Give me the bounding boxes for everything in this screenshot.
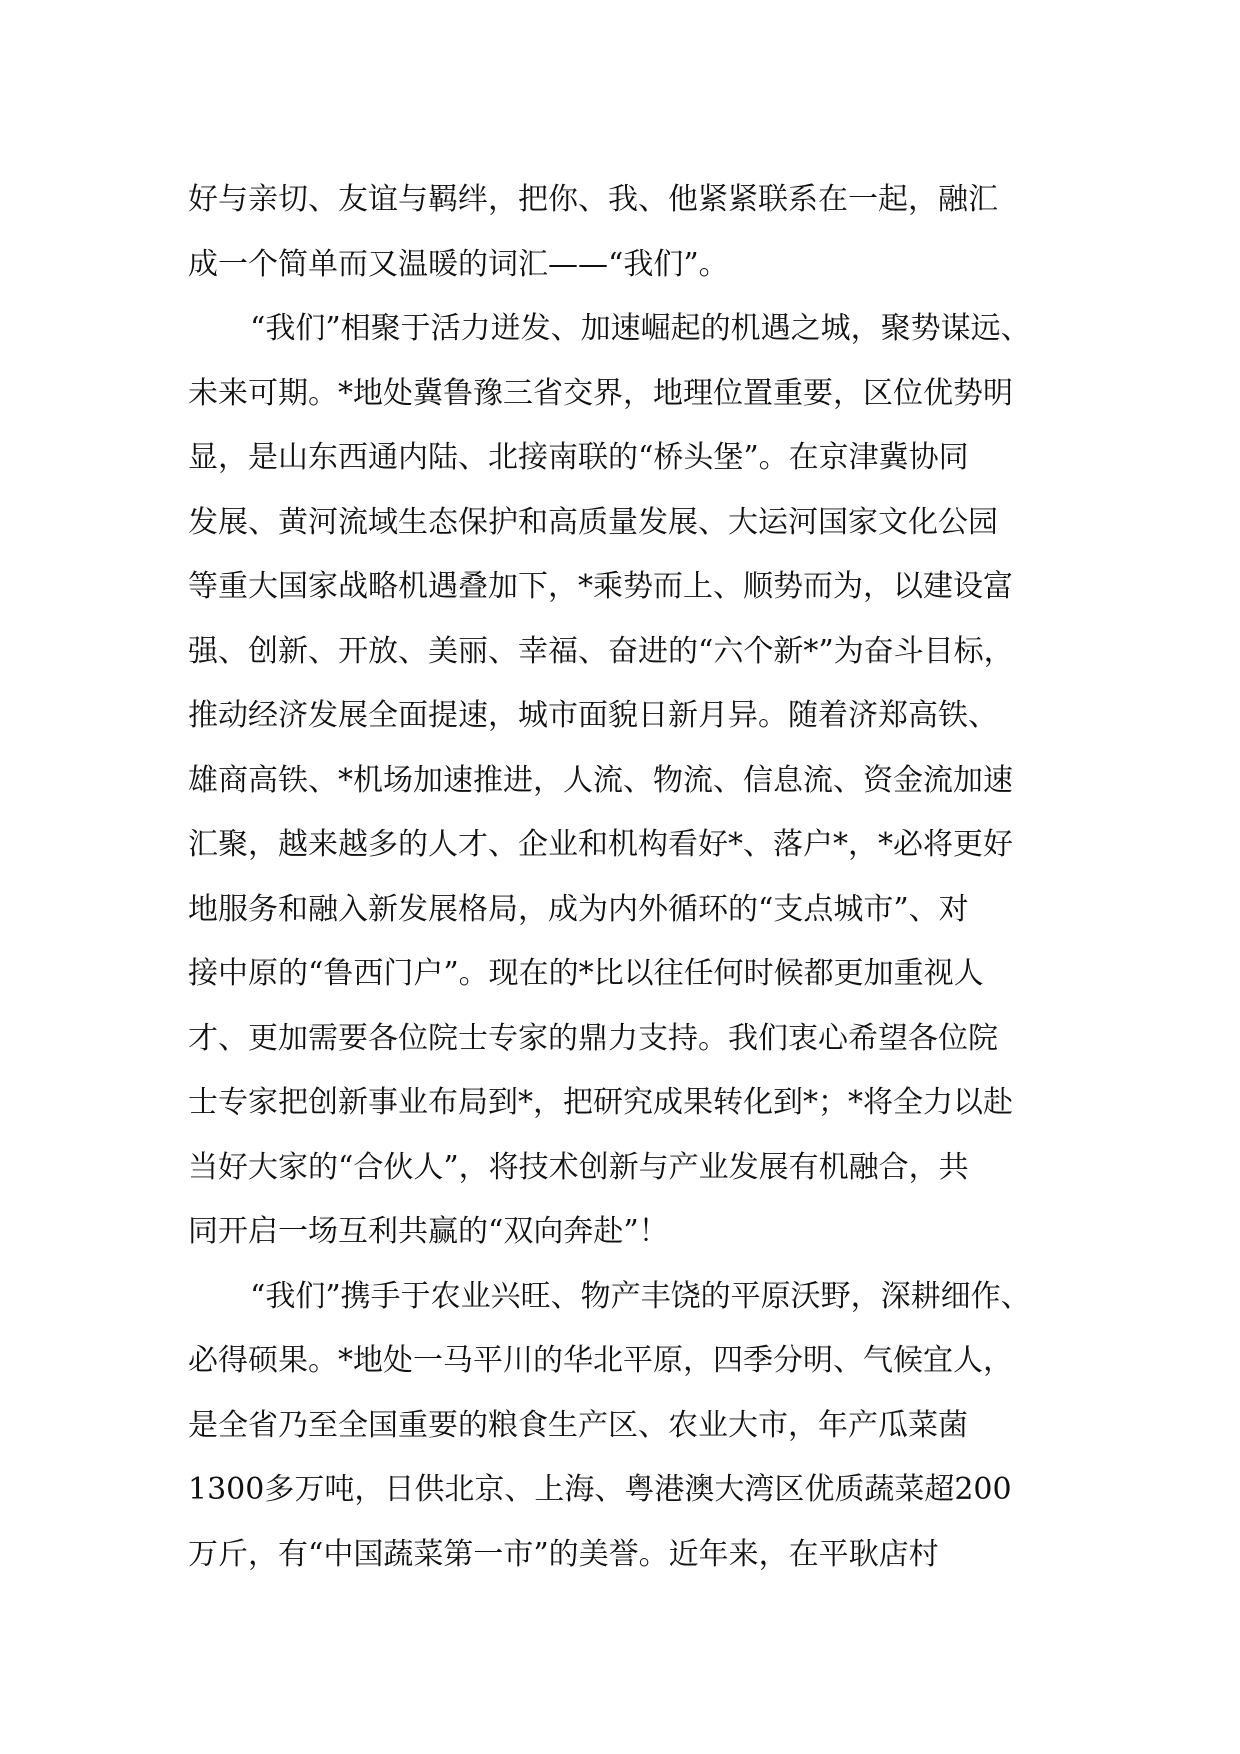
text-line: 显，是山东西通内陆、北接南联的“桥头堡”。在京津冀协同 [188, 440, 969, 475]
text-line: 成一个简单而又温暖的词汇——“我们”。 [188, 246, 729, 282]
text-line: 接中原的“鲁西门户”。现在的*比以往任何时候都更加重视人 [188, 956, 984, 991]
text-line: 是全省乃至全国重要的粮食生产区、农业大市，年产瓜菜菌 [188, 1407, 968, 1443]
text-line: 雄商高铁、*机场加速推进，人流、物流、信息流、资金流加速 [188, 762, 1013, 798]
text-line: 当好大家的“合伙人”，将技术创新与产业发展有机融合，共 [188, 1149, 969, 1185]
text-line: 推动经济发展全面提速，城市面貌日新月异。随着济郑高铁、 [188, 698, 998, 733]
text-line: 必得硕果。*地处一马平川的华北平原，四季分明、气候宜人， [188, 1343, 1013, 1378]
body-text [188, 168, 1088, 1587]
text-line: 未来可期。*地处冀鲁豫三省交界，地理位置重要，区位优势明 [188, 375, 1013, 411]
text-line: 同开启一场互利共赢的“双向奔赴”！ [188, 1214, 669, 1249]
text-line: 士专家把创新事业布局到*，把研究成果转化到*；*将全力以赴 [188, 1085, 1013, 1120]
text-line: 汇聚，越来越多的人才、企业和机构看好*、落户*，*必将更好 [188, 827, 1013, 862]
text-line: 才、更加需要各位院士专家的鼎力支持。我们衷心希望各位院 [188, 1020, 998, 1056]
text-line: 1300多万吨，日供北京、上海、粤港澳大湾区优质蔬菜超200 [188, 1472, 1012, 1507]
text-line: 万斤，有“中国蔬菜第一市”的美誉。近年来，在平耿店村 [188, 1536, 939, 1572]
text-line: 好与亲切、友谊与羁绊，把你、我、他紧紧联系在一起，融汇 [188, 182, 998, 217]
text-line: 地服务和融入新发展格局，成为内外循环的“支点城市”、对 [188, 891, 969, 927]
text-line: 发展、黄河流域生态保护和高质量发展、大运河国家文化公园 [188, 504, 998, 540]
text-line: 强、创新、开放、美丽、幸福、奋进的“六个新*”为奋斗目标， [188, 633, 1014, 669]
paragraph-start-line: “我们”携手于农业兴旺、物产丰饶的平原沃野，深耕细作、 [250, 1278, 1031, 1314]
text-line: 等重大国家战略机遇叠加下，*乘势而上、顺势而为，以建设富 [188, 569, 1013, 604]
paragraph-start-line: “我们”相聚于活力迸发、加速崛起的机遇之城，聚势谋远、 [250, 311, 1031, 346]
